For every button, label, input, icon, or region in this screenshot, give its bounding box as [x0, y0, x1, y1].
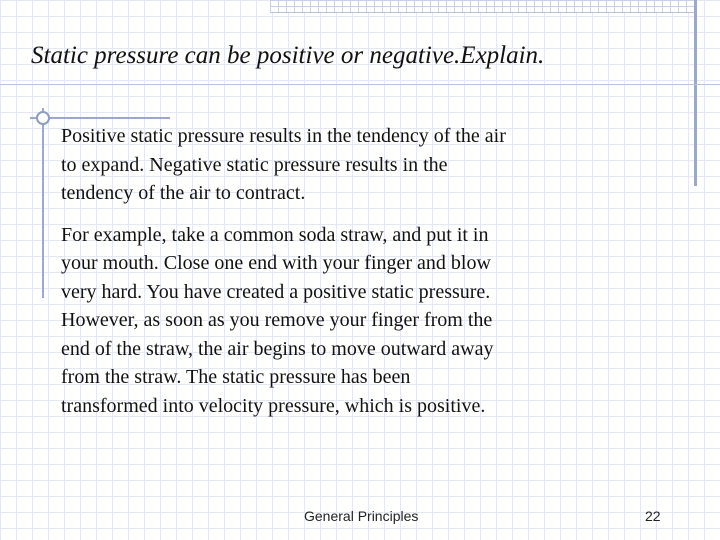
- slide-body: [61, 122, 671, 433]
- body-paragraph-positive-negative: Positive static pressure results in the tendency of the air to expand. Negative static pressure results in the tendency of the air to contract.: [61, 125, 506, 204]
- title-underline-rule: [0, 84, 720, 85]
- header-vertical-rule: [694, 0, 697, 186]
- content-marker-horizontal: [30, 117, 170, 119]
- body-paragraph-example: For example, take a common soda straw, and put it in your mouth. Close one end with your finger and blow very hard. You have created a positive static pressure. However, as soon as you remove your finger from the end of the straw, the air begins to move outward away from the straw. The static pressure has been transformed into velocity pressure, which is positive.: [61, 223, 494, 417]
- footer-title: General Principles: [304, 508, 419, 524]
- content-marker-vertical: [42, 108, 44, 298]
- content-marker-circle-icon: [36, 111, 50, 125]
- page-number: 22: [645, 508, 661, 524]
- slide-title: Static pressure can be positive or negative.Explain.: [31, 42, 545, 69]
- header-decoration-band: [270, 0, 695, 13]
